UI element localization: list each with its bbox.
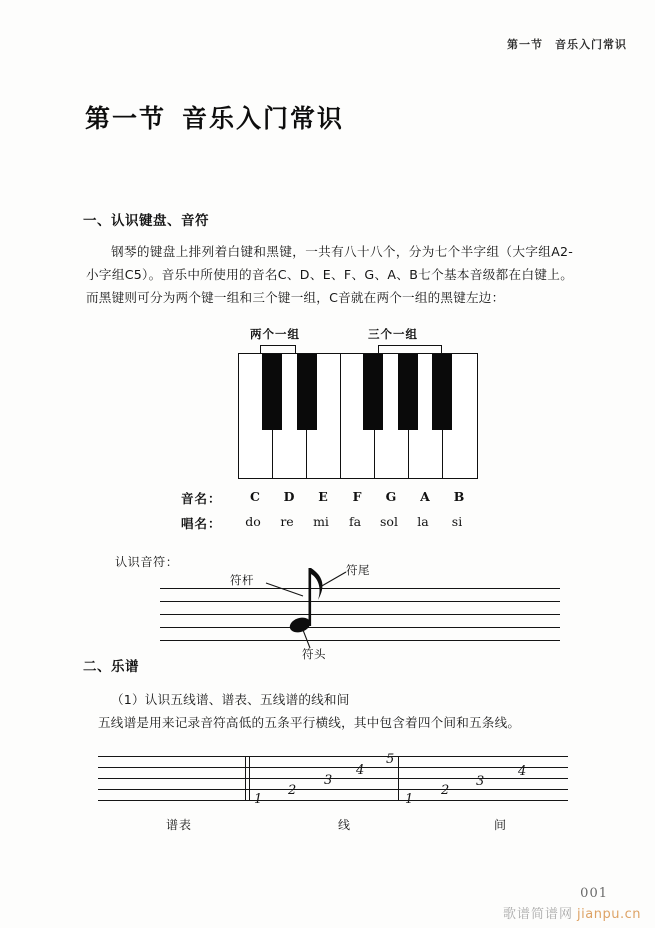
black-key-f-sharp — [363, 354, 383, 430]
note-name-a: A — [420, 489, 430, 504]
page-title-number: 第一节 — [85, 104, 167, 133]
solfege-fa: fa — [348, 514, 362, 529]
page-title-text: 音乐入门常识 — [182, 104, 345, 133]
note-figure-label: 认识音符： — [115, 555, 179, 569]
staff-line-3 — [98, 778, 568, 779]
staff-caption-line: 线 — [338, 818, 352, 832]
note-name-e: E — [318, 489, 328, 504]
staff-divider-1a — [245, 756, 246, 801]
section-two-heading: 二、乐谱 — [83, 659, 139, 675]
group-two-label: 两个一组 — [250, 327, 300, 341]
page-number: 001 — [580, 886, 608, 901]
note-name-row-label: 音名： — [181, 491, 222, 506]
keyboard-group-labels — [238, 326, 479, 342]
running-head-section: 第一节 — [507, 38, 543, 51]
flag-annotation: 符尾 — [346, 563, 370, 577]
line-number-2: 2 — [288, 783, 297, 798]
space-number-2: 2 — [441, 783, 450, 798]
staff-caption-score: 谱表 — [166, 818, 193, 832]
note-name-f: F — [352, 489, 362, 504]
section-one-heading: 一、认识键盘、音符 — [83, 213, 209, 229]
keyboard-group-brackets — [238, 342, 479, 353]
piano-keyboard — [238, 353, 478, 479]
space-number-1: 1 — [405, 792, 414, 807]
space-number-4: 4 — [518, 764, 527, 779]
watermark-en: jianpu.cn — [577, 907, 641, 922]
black-key-a-sharp — [432, 354, 452, 430]
page-title — [85, 99, 344, 135]
solfege-mi: mi — [313, 514, 329, 529]
paragraph-two: 五线谱是用来记录音符高低的五条平行横线，其中包含着四个间和五条线。 — [98, 715, 521, 730]
staff-line-5 — [98, 756, 568, 757]
black-key-d-sharp — [297, 354, 317, 430]
line-number-1: 1 — [254, 792, 263, 807]
black-key-c-sharp — [262, 354, 282, 430]
solfege-row — [181, 514, 501, 539]
note-name-row — [181, 489, 501, 514]
staff-diagram — [98, 752, 568, 832]
solfege-la: la — [417, 514, 429, 529]
solfege-sol: sol — [380, 514, 398, 529]
note-anatomy-figure — [160, 560, 560, 661]
paragraph-one: 钢琴的键盘上排列着白键和黑键，一共有八十八个，分为七个半字组（大字组A2-小字组C5）。音乐中所使用的音名C、D、E、F、G、A、B七个基本音级都在白键上。而黑键则可分为两个键一组和三个键一组，C音就在两个一组的黑键左边： — [86, 244, 573, 305]
stem-annotation: 符杆 — [230, 573, 254, 587]
head-annotation: 符头 — [302, 647, 326, 661]
keyboard-figure — [238, 326, 479, 479]
running-head-title: 音乐入门常识 — [555, 38, 627, 51]
line-number-4: 4 — [356, 763, 365, 778]
subsection-one-heading: （1）认识五线谱、谱表、五线谱的线和间 — [111, 692, 350, 707]
space-number-3: 3 — [476, 774, 485, 789]
solfege-row-label: 唱名： — [181, 516, 222, 531]
note-name-d: D — [283, 489, 295, 504]
black-key-g-sharp — [398, 354, 418, 430]
note-name-table — [181, 489, 501, 539]
line-number-3: 3 — [324, 773, 333, 788]
running-head — [507, 36, 627, 52]
note-name-c: C — [250, 489, 260, 504]
watermark-cn: 歌谱简谱网 — [503, 907, 574, 922]
staff-divider-2 — [398, 756, 399, 801]
staff-line-2 — [98, 789, 568, 790]
staff-caption-space: 间 — [494, 818, 508, 832]
solfege-si: si — [451, 514, 463, 529]
staff-divider-1b — [249, 756, 250, 801]
line-number-5: 5 — [386, 752, 395, 767]
note-name-g: G — [385, 489, 397, 504]
staff-line-1 — [98, 800, 568, 801]
note-name-b: B — [453, 489, 465, 504]
solfege-re: re — [280, 514, 294, 529]
watermark — [503, 903, 641, 922]
solfege-do: do — [245, 514, 261, 529]
staff-line-4 — [98, 767, 568, 768]
group-three-label: 三个一组 — [368, 327, 418, 341]
